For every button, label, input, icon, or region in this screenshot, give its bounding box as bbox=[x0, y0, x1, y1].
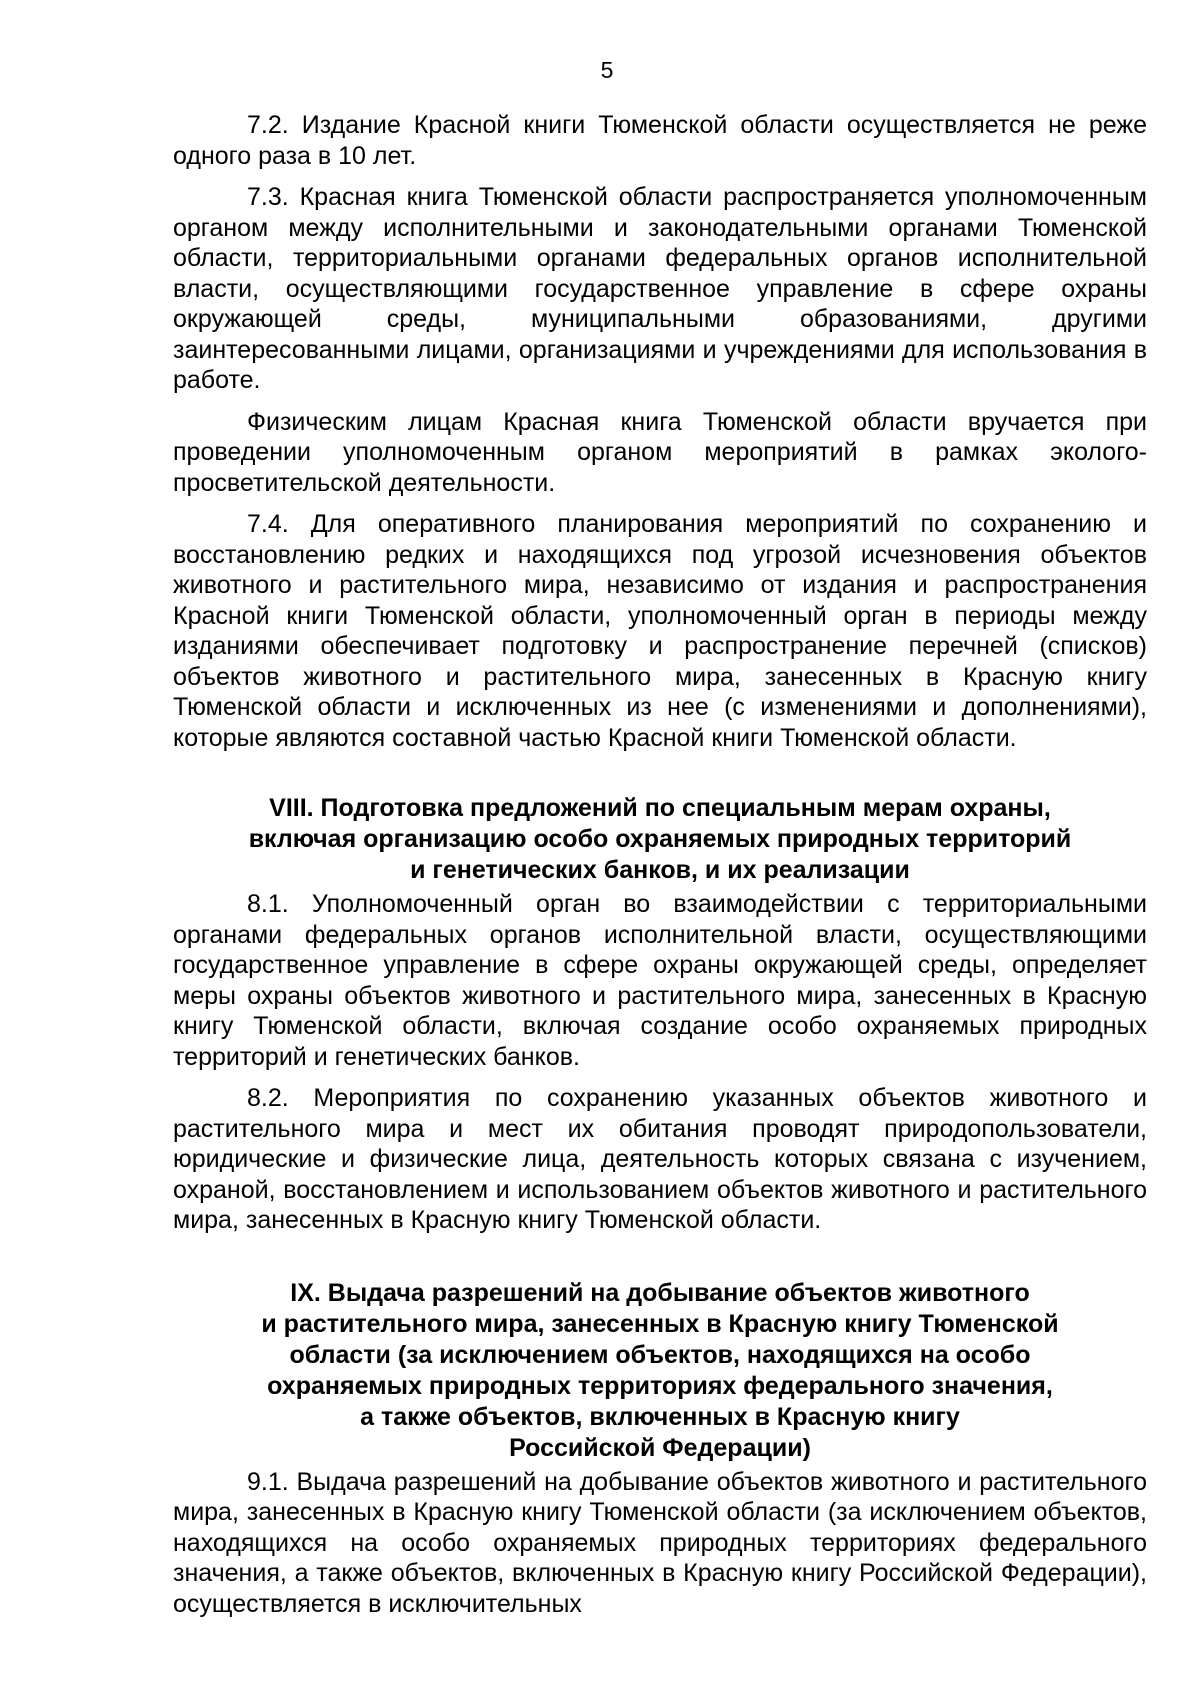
paragraph-individuals: Физическим лицам Красная книга Тюменской области вручается при проведении уполномоченным органом мероприятий в рамках эколого-просветительской деятельности. bbox=[173, 407, 1147, 497]
section-viii-heading-line: включая организацию особо охраняемых природных территорий bbox=[248, 825, 1072, 853]
section-ix-heading-line: и растительного мира, занесенных в Красную книгу Тюменской bbox=[261, 1309, 1059, 1338]
section-viii-heading-line: и генетических банков, и их реализации bbox=[410, 856, 910, 884]
paragraph-8-1: 8.1. Уполномоченный орган во взаимодействии с территориальными органами федеральных органов исполнительной власти, осуществляющими государственное управление в сфере охраны окружающей среды, определяет меры охраны объектов животного и растительного мира, занесенных в Красную книгу Тюменской области, включая создание особо охраняемых природных территорий и генетических банков. bbox=[173, 890, 1147, 1071]
section-ix-heading-line: Российской Федерации) bbox=[509, 1433, 811, 1462]
paragraph-7-3: 7.3. Красная книга Тюменской области распространяется уполномоченным органом между исполнительными и законодательными органами Тюменской области, территориальными органами федеральных органов исполнительной власти, осуществляющими государственное управление в сфере охраны окружающей среды, муниципальными образованиями, другими заинтересованными лицами, организациями и учреждениями для использования в работе. bbox=[173, 183, 1147, 394]
paragraph-9-1: 9.1. Выдача разрешений на добывание объектов животного и растительного мира, занесенных в Красную книгу Тюменской области (за исключением объектов, находящихся на особо охраняемых природных территориях федерального значения, а также объектов, включенных в Красную книгу Российской Федерации), осуществляется в исключительных bbox=[173, 1467, 1147, 1618]
section-viii-heading bbox=[173, 793, 1147, 886]
section-ix-heading-line: области (за исключением объектов, находящихся на особо bbox=[289, 1340, 1031, 1369]
section-ix-heading-line: а также объектов, включенных в Красную книгу bbox=[360, 1402, 960, 1431]
section-ix-heading-line: IX. Выдача разрешений на добывание объектов животного bbox=[290, 1278, 1030, 1307]
section-ix-heading bbox=[173, 1278, 1147, 1464]
section-viii-heading-line: VIII. Подготовка предложений по специальным мерам охраны, bbox=[269, 794, 1051, 822]
section-ix-heading-line: охраняемых природных территориях федерального значения, bbox=[267, 1371, 1053, 1400]
document-body bbox=[173, 110, 1147, 1619]
paragraph-7-2: 7.2. Издание Красной книги Тюменской области осуществляется не реже одного раза в 10 лет. bbox=[173, 111, 1147, 170]
paragraph-8-2: 8.2. Мероприятия по сохранению указанных объектов животного и растительного мира и мест их обитания проводят природопользователи, юридические и физические лица, деятельность которых связана с изучением, охраной, восстановлением и использованием объектов животного и растительного мира, занесенных в Красную книгу Тюменской области. bbox=[173, 1084, 1147, 1234]
page-number: 5 bbox=[600, 57, 614, 83]
paragraph-7-4: 7.4. Для оперативного планирования мероприятий по сохранению и восстановлению редких и находящихся под угрозой исчезновения объектов животного и растительного мира, независимо от издания и распространения Красной книги Тюменской области, уполномоченный орган в периоды между изданиями обеспечивает подготовку и распространение перечней (списков) объектов животного и растительного мира, занесенных в Красную книгу Тюменской области и исключенных из нее (с изменениями и дополнениями), которые являются составной частью Красной книги Тюменской области. bbox=[173, 510, 1147, 752]
